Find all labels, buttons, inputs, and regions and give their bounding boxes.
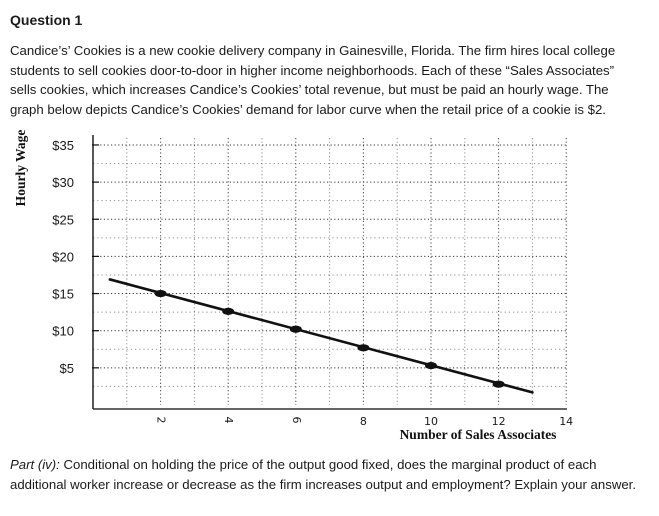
part-iv-text: Conditional on holding the price of the output good fixed, does the marginal product of each additional worker increase or decrease as the firm increases output and employment? Explain your answer. [10, 457, 636, 492]
y-tick-label: $25 [52, 212, 74, 228]
question-body: Candice’s’ Cookies is a new cookie delivery company in Gainesville, Florida. The firm hires local college students to sell cookies door-to-door in higher income neighborhoods. Each of these “Sales Associates” sells cookies, which increases Candice’s Cookies’ total revenue, but must be paid an hourly wage. The graph below depicts Candice’s Cookies’ demand for labor curve when the retail price of a cookie is $2. [10, 43, 616, 117]
data-point [357, 344, 369, 351]
data-point [155, 290, 167, 297]
x-tick-label: 12 [491, 415, 506, 428]
question-title: Question 1 [10, 12, 83, 28]
part-iv-label: Part (iv): [10, 457, 60, 472]
demand-curve-line [110, 279, 533, 392]
data-point [425, 362, 437, 369]
x-tick-label: 6 [289, 416, 303, 424]
data-point [493, 381, 505, 388]
x-tick-label: 2 [154, 416, 168, 424]
y-tick-label: $30 [52, 175, 74, 191]
y-tick-label: $35 [52, 137, 74, 153]
y-tick-label: $20 [52, 249, 74, 265]
y-tick-label: $10 [52, 323, 74, 339]
data-point [222, 308, 234, 315]
x-tick-label: 8 [359, 415, 367, 428]
y-axis-label: Hourly Wage [13, 129, 29, 207]
x-tick-label: 10 [424, 415, 438, 428]
y-tick-label: $5 [59, 360, 74, 376]
data-point [290, 326, 302, 333]
x-tick-label: 14 [559, 415, 574, 428]
part-iv-question [10, 455, 646, 494]
x-axis-label: Number of Sales Associates [399, 427, 557, 442]
x-tick-label: 4 [222, 416, 236, 424]
y-tick-label: $15 [52, 286, 74, 302]
